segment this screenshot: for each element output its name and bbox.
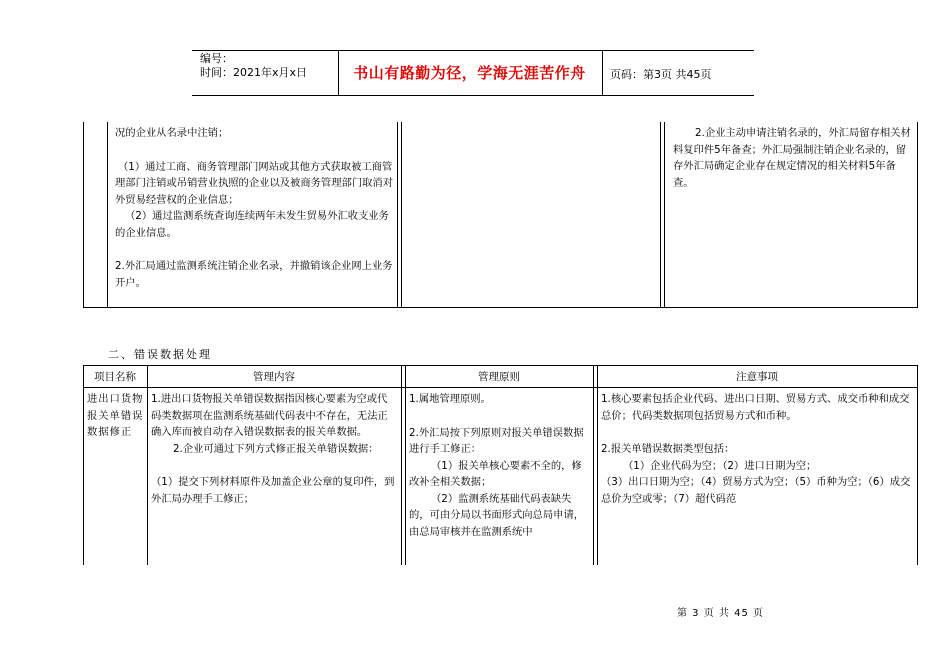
page-header (192, 50, 754, 96)
registry-notes-cell (673, 125, 911, 191)
paragraph: 1.属地管理原则。 (409, 393, 491, 405)
paragraph: （1）报关单核心要素不全的，修改补全相关数据； (409, 459, 582, 488)
header-content: 管理内容 (253, 371, 295, 383)
header-page-number: 页码：第3页 共45页 (610, 68, 712, 81)
paragraph: （1）提交下列材料原件及加盖企业公章的复印件，到外汇局办理手工修正； (151, 476, 395, 505)
paragraph: 2.外汇局通过监测系统注销企业名录，并撤销该企业网上业务开户。 (115, 260, 393, 289)
error-data-table (83, 365, 918, 565)
paragraph: （2）监测系统基础代码表缺失的，可由分局以书面形式向总局申请，由总局审核并在监测系统中 (409, 492, 585, 538)
content-cell (151, 391, 397, 507)
notes-cell (601, 391, 911, 507)
page-footer: 第 3 页 共 45 页 (677, 608, 764, 619)
header-meta (200, 52, 307, 80)
paragraph: （1）通过工商、商务管理部门网站或其他方式获取被工商管理部门注销或吊销营业执照的企业以及被商务管理部门取消对外贸易经营权的企业信息； (115, 160, 394, 206)
header-notes: 注意事项 (736, 371, 778, 383)
header-motto: 书山有路勤为径，学海无涯苦作舟 (353, 64, 586, 82)
time-label: 时间：2021年x月x日 (200, 66, 308, 79)
paragraph: 2.企业主动申请注销名录的，外汇局留存相关材料复印件5年备查；外汇局强制注销企业名录的，留存外汇局确定企业存在规定情况的相关材料5年备查。 (673, 127, 911, 189)
item-name-cell: 进出口货物报关单错误数据修正 (87, 393, 144, 438)
header-divider (602, 51, 603, 95)
registry-table (83, 122, 918, 308)
number-label: 编号： (200, 52, 233, 65)
paragraph: 1.核心要素包括企业代码、进出口日期、贸易方式、成交币种和成交总价；代码类数据项包括贸易方式和币种。 (601, 393, 910, 422)
header-item-name: 项目名称 (94, 371, 136, 383)
paragraph: 2.外汇局按下列原则对报关单错误数据进行手工修正： (409, 426, 584, 455)
paragraph: 1.进出口货物报关单错误数据指因核心要素为空或代码类数据项在监测系统基础代码表中不存在，无法正确入库而被自动存入错误数据表的报关单数据。 (151, 393, 388, 438)
section-title: 二、错误数据处理 (108, 348, 212, 361)
registry-content-cell (115, 125, 393, 291)
paragraph: 2.报关单错误数据类型包括： (601, 443, 735, 455)
paragraph: （2）通过监测系统查询连续两年未发生贸易外汇收支业务的企业信息。 (115, 210, 389, 239)
paragraph: 况的企业从名录中注销； (115, 127, 229, 139)
header-divider (338, 51, 339, 95)
header-principle: 管理原则 (478, 371, 520, 383)
paragraph: 2.企业可通过下列方式修正报关单错误数据： (173, 442, 379, 455)
paragraph: （3）出口日期为空；（4）贸易方式为空；（5）币种为空；（6）成交总价为空或零；（7）超代码范 (601, 476, 911, 505)
paragraph: （1）企业代码为空；（2）进口日期为空； (623, 459, 817, 472)
principle-cell (409, 391, 589, 540)
